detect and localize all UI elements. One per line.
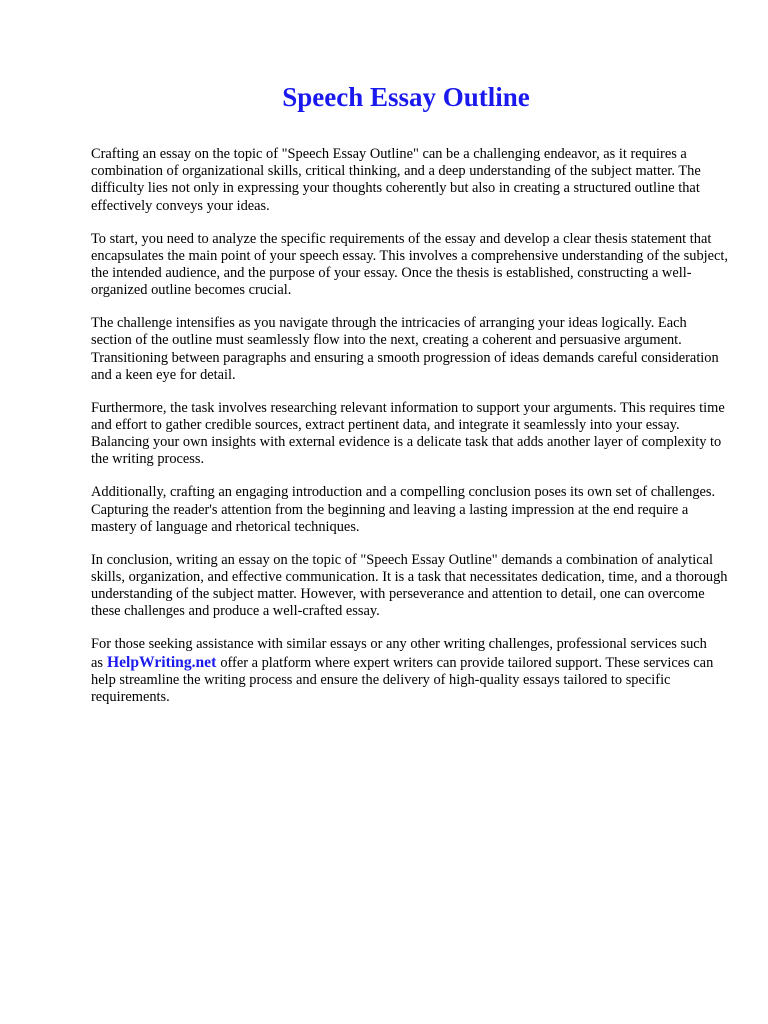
- document-title: Speech Essay Outline: [282, 82, 530, 112]
- paragraph-2: To start, you need to analyze the specific requirements of the essay and develop a clear thesis statement that encapsulates the main point of your speech essay. This involves a comprehensive understanding of the subject, the intended audience, and the purpose of your essay. Once the thesis is established, constructing a well-organized outline becomes crucial.: [91, 230, 729, 299]
- paragraph-7-text-after-link: offer a platform where expert writers can provide tailored support. These services can help streamline the writing process and ensure the delivery of high-quality essays tailored to specific requirements.: [91, 654, 714, 706]
- paragraph-7-text-before-link: For those seeking assistance with similar essays or any other writing challenges, professional services such as: [91, 636, 707, 671]
- paragraph-4: Furthermore, the task involves researching relevant information to support your arguments. This requires time and effort to gather credible sources, extract pertinent data, and integrate it seamlessly into your essay. Balancing your own insights with external evidence is a delicate task that adds another layer of complexity to the writing process.: [91, 399, 725, 468]
- helpwriting-link[interactable]: HelpWriting.net: [107, 653, 217, 671]
- paragraph-6: In conclusion, writing an essay on the topic of "Speech Essay Outline" demands a combination of analytical skills, organization, and effective communication. It is a task that necessitates dedication, time, and a thorough understanding of the subject matter. However, with perseverance and attention to detail, one can overcome these challenges and produce a well-crafted essay.: [91, 551, 728, 620]
- paragraph-7: [91, 636, 731, 706]
- paragraph-5: Additionally, crafting an engaging introduction and a compelling conclusion poses its own set of challenges. Capturing the reader's attention from the beginning and leaving a lasting impression at the end require a mastery of language and rhetorical techniques.: [91, 484, 716, 535]
- paragraph-1: Crafting an essay on the topic of "Speech Essay Outline" can be a challenging endeavor, as it requires a combination of organizational skills, critical thinking, and a deep understanding of the subject matter. The difficulty lies not only in expressing your thoughts coherently but also in creating a structured outline that effectively conveys your ideas.: [91, 146, 701, 214]
- document-body: [91, 146, 731, 722]
- paragraph-3: The challenge intensifies as you navigate through the intricacies of arranging your ideas logically. Each section of the outline must seamlessly flow into the next, creating a coherent and persuasive argument. Transitioning between paragraphs and ensuring a smooth progression of ideas demands careful consideration and a keen eye for detail.: [91, 315, 719, 383]
